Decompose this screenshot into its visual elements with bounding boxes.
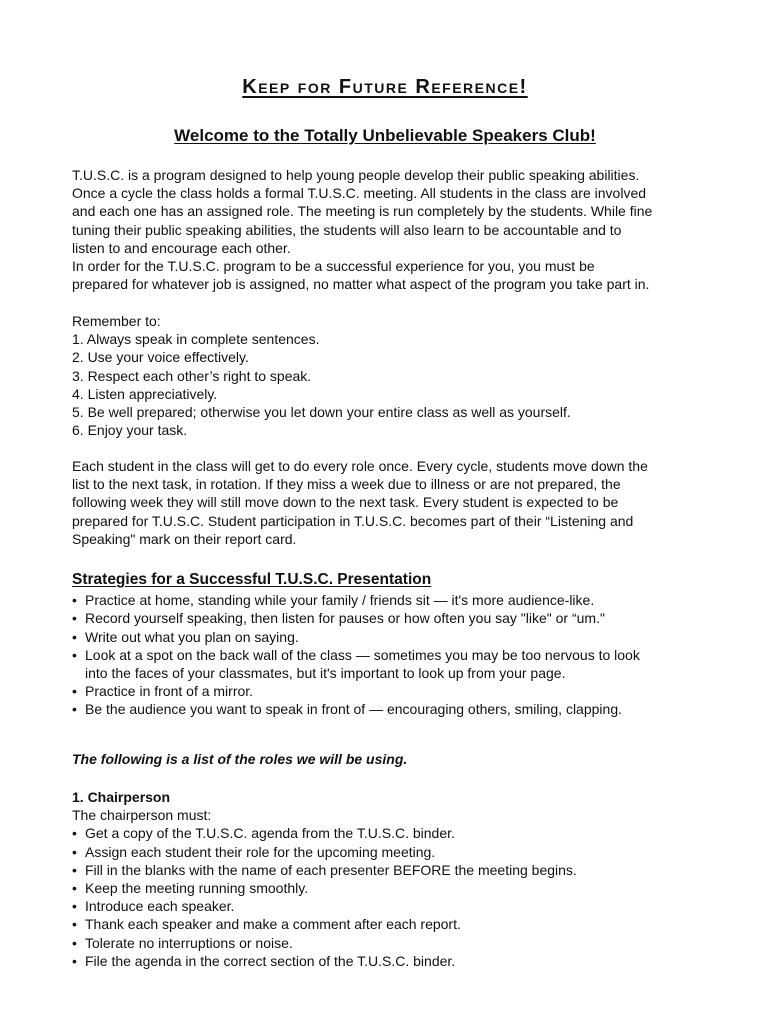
bullet-icon: • [72,880,77,897]
list-item [72,952,712,970]
list-item [72,879,712,897]
intro-line: tuning their public speaking abilities, the students will also learn to be accountable and to [72,221,622,238]
document-title: Keep for Future Reference! [242,76,528,98]
bullet-icon: • [72,952,77,969]
strategies-list [72,591,712,718]
remember-item: 2. Use your voice effectively. [72,349,249,366]
remember-item: 5. Be well prepared; otherwise you let down your entire class as well as yourself. [72,404,571,421]
intro-line: prepared for whatever job is assigned, no matter what aspect of the program you take part in. [72,276,650,293]
strategy-text: into the faces of your classmates, but it's important to look up from your page. [85,665,566,682]
bullet-icon: • [72,628,77,645]
intro-line: Once a cycle the class holds a formal T.U.S.C. meeting. All students in the class are involved [72,185,647,202]
rotation-line: Each student in the class will get to do every role once. Every cycle, students move down the [72,458,648,474]
bullet-icon: • [72,898,77,915]
chairperson-duty: File the agenda in the correct section of the T.U.S.C. binder. [85,952,456,969]
bullet-icon: • [72,916,77,933]
chairperson-duty: Get a copy of the T.U.S.C. agenda from the T.U.S.C. binder. [85,825,455,842]
list-item [72,700,712,718]
chairperson-list [72,824,712,970]
strategies-heading: Strategies for a Successful T.U.S.C. Presentation [72,571,432,588]
strategy-text: Be the audience you want to speak in front of — encouraging others, smiling, clapping. [85,701,622,718]
chairperson-duty: Thank each speaker and make a comment after each report. [85,916,461,933]
list-item [72,897,712,915]
chairperson-section [72,788,712,970]
intro-line: In order for the T.U.S.C. program to be a successful experience for you, you must be [72,258,595,275]
chairperson-duty: Fill in the blanks with the name of each presenter BEFORE the meeting begins. [85,861,577,878]
intro-line: T.U.S.C. is a program designed to help young people develop their public speaking abilities. [72,167,640,183]
bullet-icon: • [72,934,77,951]
remember-item: 1. Always speak in complete sentences. [72,331,320,348]
list-item [72,824,712,842]
rotation-line: Speaking" mark on their report card. [72,530,297,547]
chairperson-duty: Keep the meeting running smoothly. [85,880,309,897]
welcome-heading: Welcome to the Totally Unbelievable Speakers Club! [174,126,596,145]
remember-item: 3. Respect each other’s right to speak. [72,367,312,384]
bullet-icon: • [72,646,77,663]
strategy-text: Look at a spot on the back wall of the class — sometimes you may be too nervous to look [85,646,640,663]
list-item [72,628,712,646]
intro-paragraph [72,166,712,293]
intro-line: listen to and encourage each other. [72,239,291,256]
remember-heading: Remember to: [72,313,161,329]
chairperson-duty: Tolerate no interruptions or noise. [85,934,293,951]
list-item [72,682,712,700]
strategy-text: Write out what you plan on saying. [85,628,299,645]
list-item [72,591,712,609]
remember-list [72,312,712,439]
chairperson-duty: Assign each student their role for the upcoming meeting. [85,843,436,860]
bullet-icon: • [72,701,77,718]
strategy-text: Practice at home, standing while your family / friends sit — it's more audience-like. [85,592,595,609]
intro-line: and each one has an assigned role. The meeting is run completely by the students. While fine [72,203,653,220]
strategy-text: Practice in front of a mirror. [85,683,254,700]
bullet-icon: • [72,825,77,842]
rotation-line: following week they will still move down to the next task. Every student is expected to be [72,494,619,511]
remember-item: 4. Listen appreciatively. [72,385,218,402]
chairperson-heading: 1. Chairperson [72,789,171,805]
list-item [72,861,712,879]
rotation-paragraph [72,457,712,548]
list-item [72,646,712,682]
list-item [72,843,712,861]
strategies-section [72,571,712,719]
bullet-icon: • [72,843,77,860]
chairperson-duty: Introduce each speaker. [85,898,235,915]
bullet-icon: • [72,592,77,609]
rotation-line: prepared for T.U.S.C. Student participation in T.U.S.C. becomes part of their “Listening and [72,512,634,529]
bullet-icon: • [72,861,77,878]
bullet-icon: • [72,610,77,627]
chairperson-intro: The chairperson must: [72,807,212,824]
rotation-line: list to the next task, in rotation. If they miss a week due to illness or are not prepared, the [72,476,621,493]
roles-heading: The following is a list of the roles we will be using. [72,751,408,767]
strategy-text: Record yourself speaking, then listen for pauses or how often you say "like" or “um." [85,610,605,627]
remember-item: 6. Enjoy your task. [72,422,188,439]
bullet-icon: • [72,683,77,700]
list-item [72,609,712,627]
list-item [72,934,712,952]
list-item [72,915,712,933]
